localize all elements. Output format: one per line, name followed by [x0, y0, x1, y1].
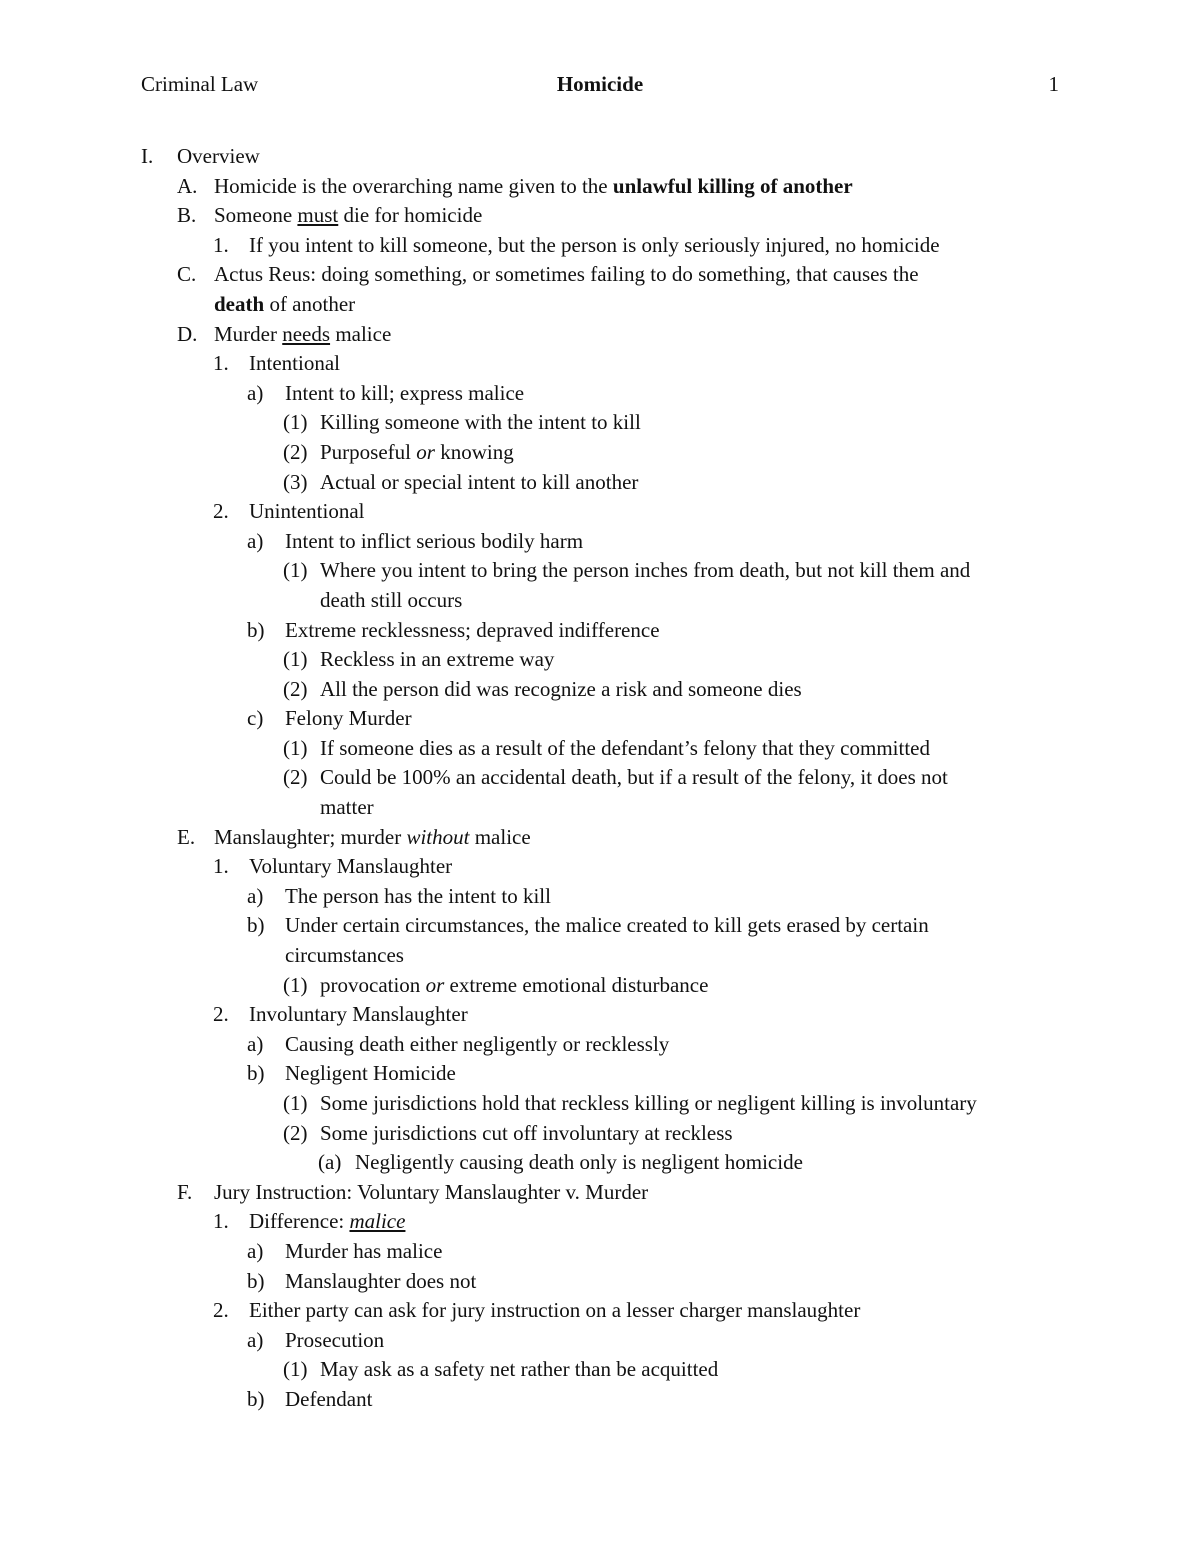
outline-text-text: Reckless in an extreme way: [320, 647, 555, 672]
outline-text-text: Purposeful: [320, 439, 417, 464]
outline-item: [0, 142, 1200, 172]
outline-text: [285, 911, 929, 941]
outline-item: [0, 616, 1200, 646]
outline-text-text: matter: [320, 795, 374, 820]
outline-item: [0, 497, 1200, 527]
outline-marker: (1): [283, 647, 308, 672]
outline-text: [285, 616, 660, 646]
outline-item: [0, 823, 1200, 853]
outline-text: [249, 231, 940, 261]
outline-marker: E.: [177, 824, 196, 849]
outline-text: [320, 586, 462, 616]
outline-text-text: The person has the intent to kill: [285, 883, 551, 908]
outline-text: [320, 408, 641, 438]
outline-item: [0, 971, 1200, 1001]
outline-text: [214, 320, 391, 350]
outline-item: [0, 941, 1200, 971]
outline-marker: F.: [177, 1179, 193, 1204]
outline-text-text: Jury Instruction: Voluntary Manslaughter v. Murder: [214, 1179, 649, 1204]
outline-marker: (2): [283, 676, 308, 701]
outline-item: [0, 408, 1200, 438]
outline-text: [285, 1385, 372, 1415]
outline-marker: (2): [283, 1120, 308, 1145]
outline-marker: a): [247, 528, 264, 553]
outline-text: [355, 1148, 803, 1178]
outline-marker: a): [247, 380, 264, 405]
outline-item: [0, 1000, 1200, 1030]
outline-marker: c): [247, 706, 264, 731]
outline-text-text: Actus Reus: doing something, or sometimes failing to do something, that causes the: [214, 262, 919, 287]
outline-text: [320, 1119, 733, 1149]
outline-marker: b): [247, 617, 265, 642]
outline-marker: 1.: [213, 351, 229, 376]
outline-text: [320, 438, 514, 468]
outline-text-text: Intent to kill; express malice: [285, 380, 525, 405]
outline-text-italic: or: [425, 972, 445, 997]
outline-marker: I.: [141, 144, 154, 168]
outline-item: [0, 793, 1200, 823]
outline-text-text: Someone: [214, 203, 298, 228]
outline-text-underline: needs: [282, 321, 331, 346]
outline-text-text: death still occurs: [320, 587, 463, 612]
outline-text: [249, 1296, 860, 1326]
outline-text-text: Causing death either negligently or recklessly: [285, 1031, 670, 1056]
outline-text-after: malice: [469, 824, 531, 849]
outline-item: [0, 231, 1200, 261]
outline-item: [0, 1267, 1200, 1297]
outline-marker: 2.: [213, 1002, 229, 1027]
outline-marker: 2.: [213, 499, 229, 524]
outline-text: [285, 1267, 476, 1297]
outline-text: [249, 852, 452, 882]
outline-marker: C.: [177, 262, 197, 287]
outline-marker: b): [247, 913, 265, 938]
outline-text-text: Homicide is the overarching name given to the: [214, 173, 613, 198]
outline-item: [0, 1178, 1200, 1208]
outline-text-text: Intent to inflict serious bodily harm: [285, 528, 584, 553]
outline-item: [0, 1326, 1200, 1356]
outline-marker: b): [247, 1268, 265, 1293]
outline-text: [285, 527, 583, 557]
outline-marker: (1): [283, 1357, 308, 1382]
outline-item: [0, 379, 1200, 409]
outline-text: [214, 290, 355, 320]
outline-text-underline: must: [297, 203, 339, 228]
outline-text: [320, 556, 970, 586]
outline-item: [0, 1207, 1200, 1237]
outline-text-text: Manslaughter; murder: [214, 824, 407, 849]
outline-text-text: If someone dies as a result of the defendant’s felony that they committed: [320, 735, 930, 760]
outline-marker: (1): [283, 1091, 308, 1115]
outline-text-text: Killing someone with the intent to kill: [320, 410, 641, 435]
outline-text: [320, 763, 948, 793]
outline-item: [0, 556, 1200, 586]
outline-text-text: Felony Murder: [285, 706, 412, 731]
outline-text-bold: unlawful killing of another: [612, 173, 853, 198]
outline-text-text: Difference:: [249, 1209, 350, 1234]
outline-item: [0, 852, 1200, 882]
outline-text-text: Actual or special intent to kill another: [320, 469, 639, 494]
outline-text-text: Where you intent to bring the person inches from death, but not kill them and: [320, 558, 971, 583]
outline-text: [320, 468, 638, 498]
outline-item: [0, 1355, 1200, 1385]
outline-text: [285, 1059, 456, 1089]
outline-text-text: If you intent to kill someone, but the person is only seriously injured, no homicide: [249, 232, 940, 257]
outline-item: [0, 438, 1200, 468]
outline-item: [0, 1148, 1200, 1178]
outline-text-italic: or: [416, 439, 435, 464]
outline-text-text: Prosecution: [285, 1327, 385, 1352]
outline-marker: b): [247, 1061, 265, 1086]
outline-item: [0, 763, 1200, 793]
outline-item: [0, 1059, 1200, 1089]
outline-text-after: knowing: [434, 439, 514, 464]
outline-text-text: Voluntary Manslaughter: [249, 854, 453, 879]
outline-text-text: Under certain circumstances, the malice created to kill gets erased by certain: [285, 913, 929, 938]
outline-text-text: Murder has malice: [285, 1238, 443, 1263]
outline-text-text: All the person did was recognize a risk and someone dies: [320, 676, 802, 701]
outline-text-bold: death: [214, 291, 265, 316]
outline-marker: b): [247, 1386, 265, 1411]
outline-item: [0, 882, 1200, 912]
outline-text: [214, 1178, 648, 1208]
outline-item: [0, 1237, 1200, 1267]
outline-marker: (1): [283, 972, 308, 997]
outline-marker: 2.: [213, 1298, 229, 1323]
outline-marker: a): [247, 1238, 264, 1263]
outline-text-text: Defendant: [285, 1386, 373, 1411]
outline-marker: 1.: [213, 232, 229, 257]
page-number: 1: [1048, 72, 1059, 96]
outline-text-after: of another: [264, 291, 356, 316]
outline-text: [249, 497, 364, 527]
outline-text: [249, 1207, 405, 1237]
outline-text-text: Intentional: [249, 351, 340, 376]
outline-text: [285, 882, 551, 912]
outline-marker: D.: [177, 321, 198, 346]
outline-text: [285, 704, 412, 734]
outline-text-after: malice: [330, 321, 392, 346]
outline-text-text: Negligent Homicide: [285, 1061, 456, 1086]
outline-text: [320, 734, 930, 764]
outline-item: [0, 734, 1200, 764]
outline-marker: a): [247, 1327, 264, 1352]
outline-text: [249, 349, 340, 379]
outline-item: [0, 260, 1200, 290]
outline-item: [0, 172, 1200, 202]
outline-text: [320, 645, 554, 675]
outline-text-after: extreme emotional disturbance: [444, 972, 709, 997]
outline-marker: (1): [283, 735, 308, 760]
outline-item: [0, 675, 1200, 705]
outline-item: [0, 349, 1200, 379]
outline-marker: (1): [283, 558, 308, 583]
outline-marker: A.: [177, 173, 198, 198]
outline-text-italic: without: [406, 824, 470, 849]
outline-item: [0, 320, 1200, 350]
outline-marker: (a): [318, 1150, 342, 1175]
outline-item: [0, 468, 1200, 498]
outline-marker: (1): [283, 410, 308, 435]
outline-text: [320, 971, 708, 1001]
outline-item: [0, 911, 1200, 941]
outline-item: [0, 1089, 1200, 1119]
outline-body: [0, 142, 1200, 1415]
outline-text-text: Negligently causing death only is negligent homicide: [355, 1150, 803, 1175]
outline-item: [0, 1385, 1200, 1415]
outline-text: [249, 1000, 468, 1030]
outline-marker: (2): [283, 765, 308, 790]
outline-text-underline-italic: malice: [349, 1209, 406, 1234]
outline-text-text: Unintentional: [249, 499, 365, 524]
outline-text: [214, 823, 531, 853]
outline-item: [0, 586, 1200, 616]
outline-text-text: Extreme recklessness; depraved indifference: [285, 617, 660, 642]
outline-text: [320, 675, 802, 705]
outline-marker: 1.: [213, 854, 229, 879]
outline-item: [0, 1296, 1200, 1326]
outline-item: [0, 1119, 1200, 1149]
outline-marker: a): [247, 883, 264, 908]
outline-text-text: circumstances: [285, 943, 404, 968]
outline-text-after: die for homicide: [338, 203, 483, 228]
outline-item: [0, 527, 1200, 557]
outline-text-text: Manslaughter does not: [285, 1268, 477, 1293]
outline-item: [0, 201, 1200, 231]
outline-text-text: Involuntary Manslaughter: [249, 1002, 468, 1027]
outline-item: [0, 704, 1200, 734]
outline-text: [285, 1030, 669, 1060]
document-title: Homicide: [556, 72, 644, 96]
outline-text: [285, 1326, 384, 1356]
outline-item: [0, 645, 1200, 675]
outline-text: [320, 1089, 977, 1119]
outline-text: [285, 1237, 442, 1267]
outline-text: [214, 260, 919, 290]
outline-text-text: Could be 100% an accidental death, but if a result of the felony, it does not: [320, 765, 948, 790]
outline-marker: B.: [177, 203, 197, 228]
outline-text: [214, 201, 482, 231]
outline-text-text: May ask as a safety net rather than be acquitted: [320, 1357, 719, 1382]
outline-text: [285, 379, 524, 409]
outline-text: [177, 142, 260, 172]
outline-text: [320, 793, 374, 823]
outline-text: [320, 1355, 718, 1385]
page-header: [141, 72, 1059, 102]
outline-text-text: Some jurisdictions hold that reckless killing or negligent killing is involuntary: [320, 1091, 977, 1115]
outline-marker: a): [247, 1031, 264, 1056]
outline-marker: 1.: [213, 1209, 229, 1234]
outline-text-text: Either party can ask for jury instruction on a lesser charger manslaughter: [249, 1298, 861, 1323]
outline-marker: (3): [283, 469, 308, 494]
outline-item: [0, 1030, 1200, 1060]
outline-item: [0, 290, 1200, 320]
course-title: Criminal Law: [141, 72, 259, 96]
outline-text-text: Some jurisdictions cut off involuntary at reckless: [320, 1120, 733, 1145]
outline-text: [285, 941, 404, 971]
outline-text-text: provocation: [320, 972, 426, 997]
outline-text-text: Overview: [177, 144, 260, 168]
outline-marker: (2): [283, 439, 308, 464]
outline-text: [214, 172, 853, 202]
outline-text-text: Murder: [214, 321, 283, 346]
